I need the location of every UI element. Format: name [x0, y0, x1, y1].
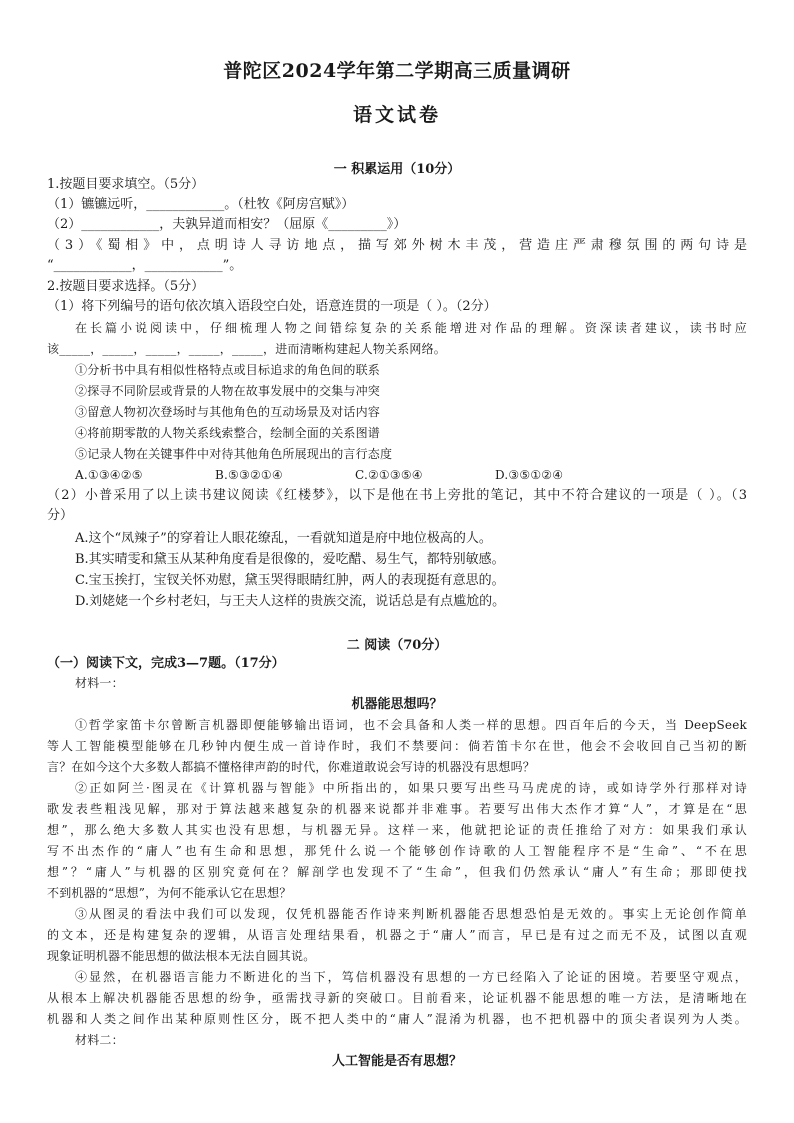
paragraph-1-line-3: 言？在如今这个大多数人都搞不懂格律声韵的时代，你难道敢说会写诗的机器没有思想吗？: [47, 760, 536, 774]
q2-sub2-line-1: （2）小普采用了以上读书建议阅读《红楼梦》，以下是他在书上旁批的笔记，其中不符合建议的一项是（ ）。（3: [47, 488, 747, 503]
q2-option-c: C.②①③⑤④: [355, 468, 423, 482]
paragraph-2-line-4: 写不出杰作的“庸人”也有生命和思想，那凭什么说一个能够创作诗歌的人工智能程序不是“生命”、“不在思: [47, 844, 747, 858]
section-heading-1: 一 积累运用（10分）: [333, 162, 461, 177]
q2-passage-line-1: 在长篇小说阅读中，仔细梳理人物之间错综复杂的关系能增进对作品的理解。资深读者建议，读书时应: [75, 321, 747, 335]
paragraph-1-line-1: ①哲学家笛卡尔曾断言机器即便能够输出语词，也不会具备和人类一样的思想。四百年后的今天，当 DeepSeek: [75, 718, 747, 732]
section-heading-2: 二 阅读（70分）: [346, 638, 448, 653]
q2-choice-b: B.其实晴雯和黛玉从某种角度看是很像的，爱吃醋、易生气，都特别敏感。: [75, 552, 505, 567]
q1-line-2: （2）____________，夫孰异道而相安？（屈原《_________》）: [47, 217, 407, 232]
paragraph-4-line-1: ④显然，在机器语言能力不断进化的当下，笃信机器没有思想的一方已经陷入了论证的困境。若要坚守观点，: [75, 970, 747, 984]
q1-line-1: （1）镳镳远听，____________。（杜牧《阿房宫赋》）: [47, 197, 355, 212]
paragraph-2-line-1: ②正如阿兰·图灵在《计算机器与智能》中所指出的，如果只要写出些马马虎虎的诗，或如诗学外行那样对诗: [75, 781, 747, 795]
q1-line-4: “____________，____________”。: [47, 258, 243, 273]
paragraph-2-line-3: 想”，那么绝大多数人其实也没有思想，与机器无异。这样一来，他就把论证的责任推给了对方：如果我们承认: [47, 823, 747, 837]
paragraph-4-line-3: 机器和人类之间作出某种原则性区分，既不把人类中的“庸人”混淆为机器，也不把机器中的顶尖者误列为人类。: [47, 1012, 747, 1026]
exam-subtitle: 语文试卷: [352, 104, 441, 126]
q1-stem: 1.按题目要求填空。（5分）: [47, 177, 205, 192]
q2-choice-a: A.这个“凤辣子”的穿着让人眼花缭乱，一看就知道是府中地位极高的人。: [75, 531, 492, 546]
q2-item-2: ②探寻不同阶层或背景的人物在故事发展中的交集与冲突: [75, 384, 381, 398]
material-1-title: 机器能思想吗？: [351, 697, 443, 712]
paragraph-1-line-2: 等人工智能模型能够在几秒钟内便生成一首诗作时，我们不禁要问：倘若笛卡尔在世，他会不会收回自己当初的断: [47, 739, 747, 753]
paragraph-3-line-1: ③从图灵的看法中我们可以发现，仅凭机器能否作诗来判断机器能否思想恐怕是无效的。事实上无论创作简单: [75, 907, 747, 921]
material-1-label: 材料一：: [75, 676, 124, 690]
q2-sub2-line-2: 分）: [47, 508, 74, 523]
q2-stem: 2.按题目要求选择。（5分）: [47, 279, 205, 294]
material-2-title: 人工智能是否有思想？: [331, 1054, 462, 1069]
q2-item-4: ④将前期零散的人物关系线索整合，绘制全面的关系图谱: [75, 426, 381, 440]
q2-choice-d: D.刘姥姥一个乡村老妇，与王夫人这样的贵族交流，说话总是有点尴尬的。: [75, 594, 506, 609]
exam-title: 普陀区2024学年第二学期高三质量调研: [223, 60, 571, 82]
q2-sub1: （1）将下列编号的语句依次填入语段空白处，语意连贯的一项是（ ）。（2分）: [47, 299, 497, 314]
q2-option-d: D.③⑤①②④: [495, 468, 564, 482]
q2-option-b: B.⑤③②①④: [215, 468, 283, 482]
paragraph-2-line-6: 不到机器的“思想”，为何不能承认它在思想？: [47, 886, 292, 900]
paragraph-2-line-5: 想”？“庸人”与机器的区别究竟何在？解剖学也发现不了“生命”，但我们仍然承认“庸人”有生命；那即使找: [47, 865, 747, 879]
paragraph-4-line-2: 从根本上解决机器能否思想的纷争，亟需找寻新的突破口。目前看来，论证机器不能思想的唯一方法，是清晰地在: [47, 991, 747, 1005]
q2-item-3: ③留意人物初次登场时与其他角色的互动场景及对话内容: [75, 405, 381, 419]
paragraph-3-line-3: 现象证明机器不能思想的做法根本无法自圆其说。: [47, 949, 316, 963]
reading-part-1-heading: （一）阅读下文，完成3—7题。（17分）: [47, 656, 285, 671]
q2-item-1: ①分析书中具有相似性格特点或目标追求的角色间的联系: [75, 363, 381, 377]
material-2-label: 材料二：: [75, 1033, 124, 1047]
paragraph-2-line-2: 歌发表些粗浅见解，那对于算法越来越复杂的机器来说都并非难事。若要写出伟大杰作才算“人”，才算是在“思: [47, 802, 747, 816]
q2-passage-line-2: 该_____，_____，_____，_____，_____，进而清晰构建起人物关系网络。: [47, 342, 447, 356]
q1-line-3: （3）《蜀相》中，点明诗人寻访地点，描写郊外树木丰茂，营造庄严肃穆氛围的两句诗是: [47, 238, 747, 253]
paragraph-3-line-2: 的文本，还是构建复杂的逻辑，从语言处理结果看，机器之于“庸人”而言，早已是有过之而无不及，试图以直观: [47, 928, 747, 942]
q2-option-a: A.①③④②⑤: [75, 468, 143, 482]
q2-item-5: ⑤记录人物在关键事件中对待其他角色所展现出的言行态度: [75, 447, 393, 461]
q2-choice-c: C.宝玉挨打，宝钗关怀劝慰，黛玉哭得眼睛红肿，两人的表现挺有意思的。: [75, 573, 505, 588]
